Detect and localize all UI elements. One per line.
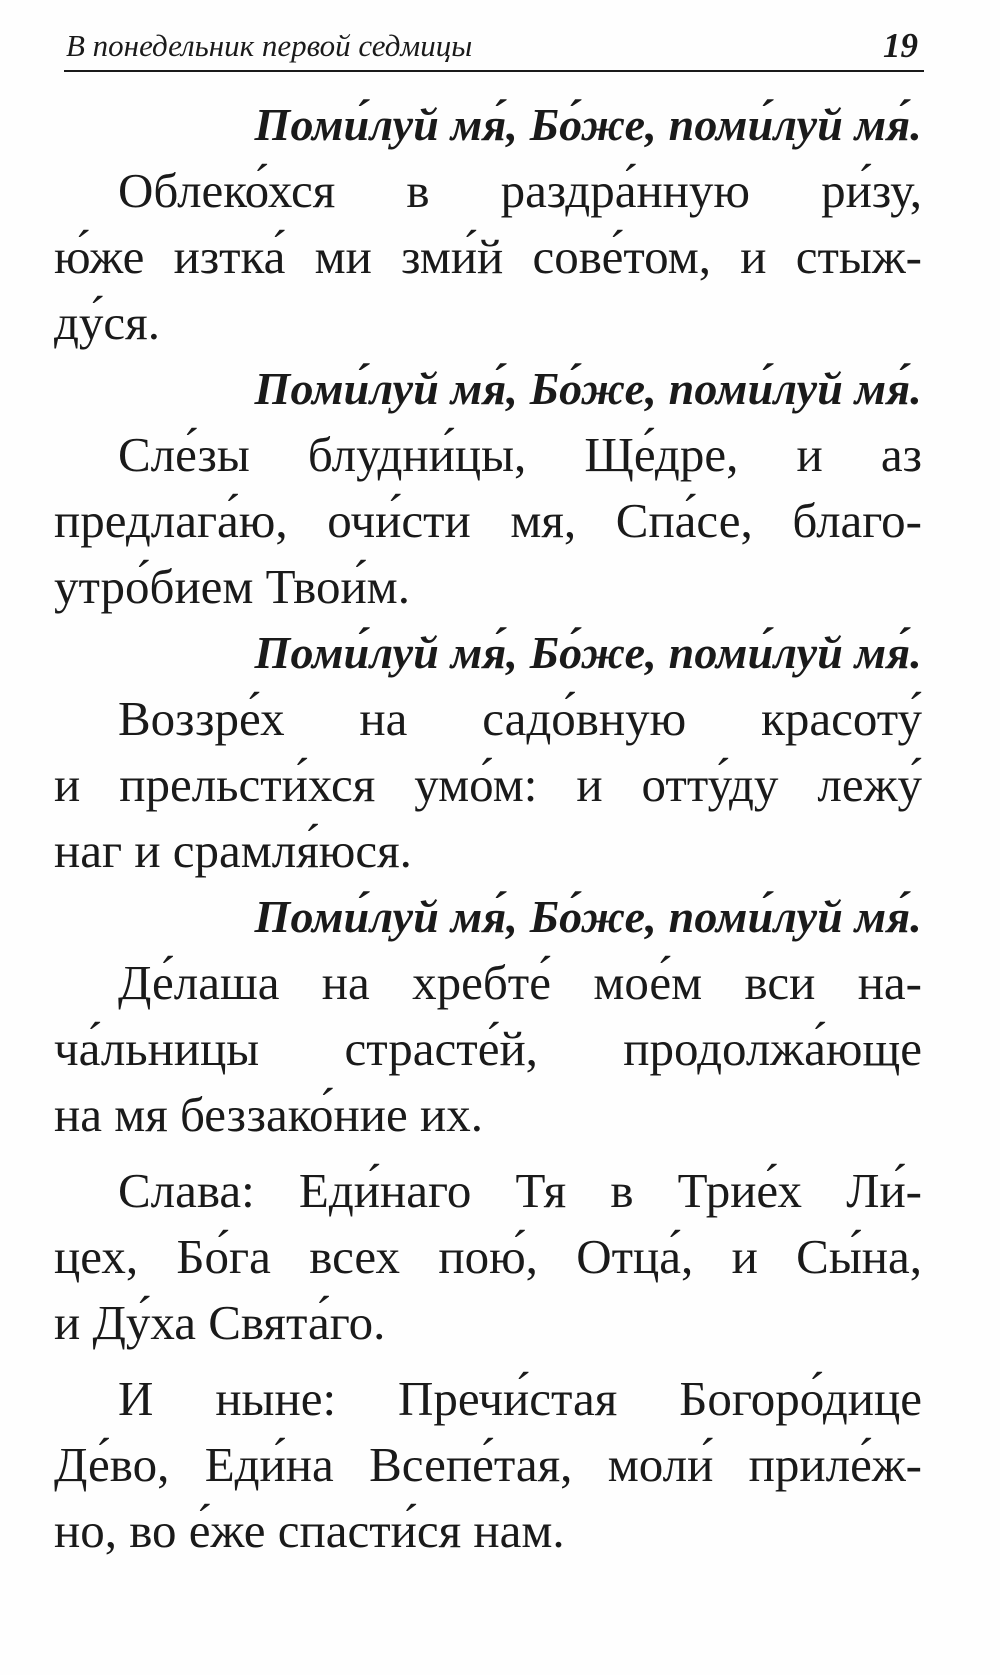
- verse-line: ю́же изтка́ ми зми́й сове́том, и стыж-: [54, 229, 922, 284]
- verse-line: Сле́зы блудни́цы, Ще́дре, и аз: [118, 427, 922, 482]
- refrain-line: Поми́луй мя́, Бо́же, поми́луй мя́.: [254, 891, 922, 942]
- verse-line: утро́бием Твои́м.: [54, 559, 410, 614]
- page-header: [64, 14, 924, 72]
- refrain-line: Поми́луй мя́, Бо́же, поми́луй мя́.: [254, 627, 922, 678]
- refrain-line: Поми́луй мя́, Бо́же, поми́луй мя́.: [254, 363, 922, 414]
- verse-line: и прельсти́хся умо́м: и отту́ду лежу́: [54, 757, 922, 812]
- verse-line: на мя беззако́ние их.: [54, 1087, 483, 1142]
- verse-line: Де́лаша на хребте́ мое́м вси на-: [118, 955, 922, 1010]
- verse-line: наг и срамля́юся.: [54, 823, 412, 878]
- verse-line: ча́льницы страсте́й, продолжа́юще: [54, 1021, 922, 1076]
- theotokion-line: И ныне: Пречи́стая Богоро́дице: [118, 1371, 922, 1426]
- glory-line: и Ду́ха Свята́го.: [54, 1295, 386, 1350]
- verse-line: предлага́ю, очи́сти мя, Спа́се, благо-: [54, 493, 922, 548]
- paragraph-gap: [54, 1356, 922, 1366]
- verse-line: Воззре́х на садо́вную красоту́: [118, 691, 922, 746]
- paragraph-gap: [54, 1148, 922, 1158]
- theotokion-line: но, во е́же спасти́ся нам.: [54, 1503, 565, 1558]
- theotokion-line: Де́во, Еди́на Всепе́тая, моли́ приле́ж-: [54, 1437, 922, 1492]
- prayer-text: [54, 92, 922, 1564]
- glory-line: цех, Бо́га всех пою́, Отца́, и Сы́на,: [54, 1229, 922, 1284]
- refrain-line: Поми́луй мя́, Бо́же, поми́луй мя́.: [254, 99, 922, 150]
- verse-line: ду́ся.: [54, 295, 160, 350]
- verse-line: Облеко́хся в раздра́нную ри́зу,: [118, 163, 922, 218]
- page-number: 19: [883, 26, 918, 65]
- running-head: В понедельник первой седмицы: [66, 28, 473, 63]
- glory-line: Слава: Еди́наго Тя в Трие́х Ли́-: [118, 1163, 922, 1218]
